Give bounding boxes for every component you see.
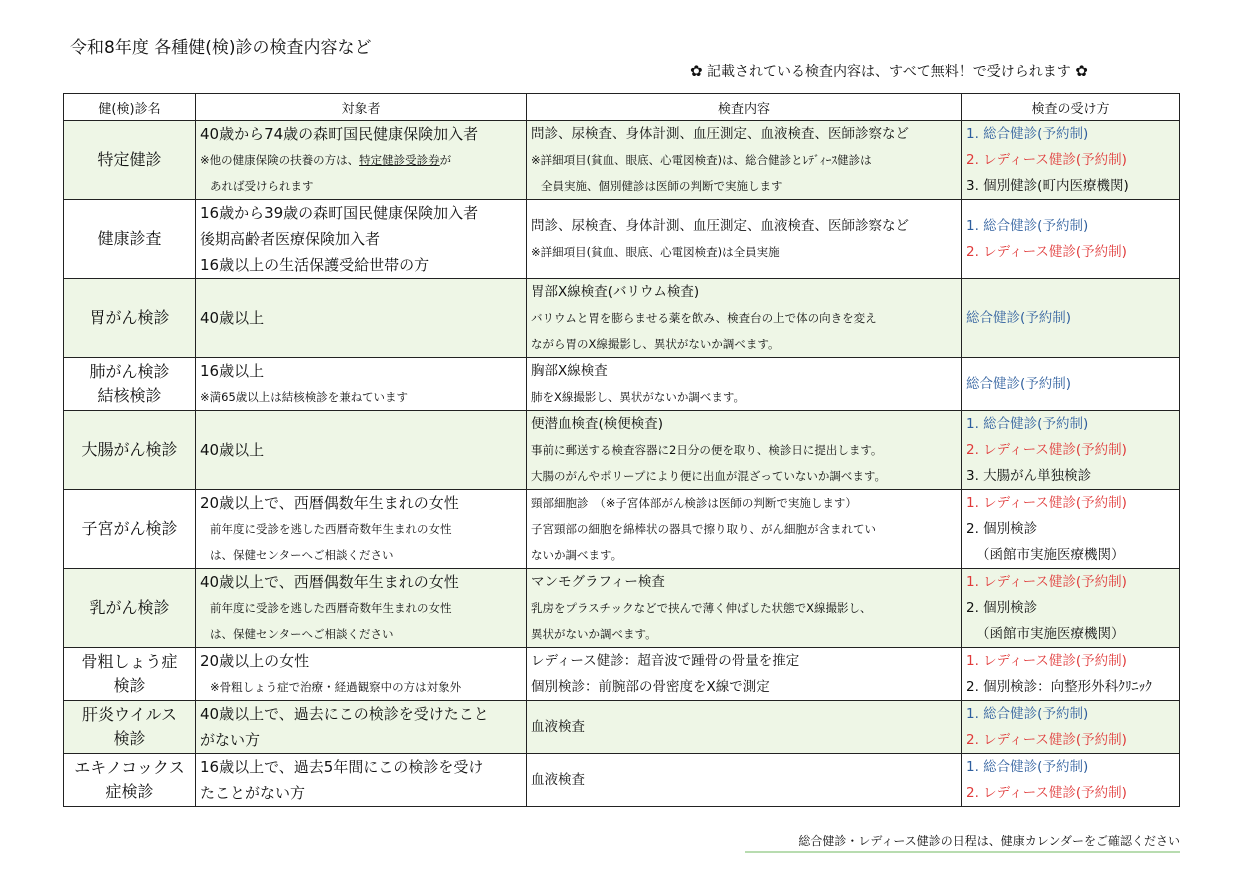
flower-icon: ✿ (690, 62, 703, 80)
exam-name-cell (64, 121, 196, 200)
target-cell (196, 358, 527, 411)
cell-line: ※満65歳以上は結核検診を兼ねています (200, 390, 408, 404)
cell-line: レディース健診：超音波で踵骨の骨量を推定 (531, 653, 800, 669)
cell-line: 前年度に受診を逃した西暦奇数年生まれの女性 (210, 601, 452, 615)
cell-line: マンモグラフィー検査 (531, 574, 665, 590)
cell-line: 40歳以上で、西暦偶数年生まれの女性 (200, 573, 459, 591)
cell-line: 2. 個別検診 (966, 521, 1038, 537)
exam-name: 健康診査 (97, 229, 162, 248)
exam-name-cell (64, 279, 196, 358)
cell-line: 2. レディース健診(予約制) (966, 244, 1127, 260)
content-cell (527, 411, 962, 490)
method-cell (962, 569, 1180, 648)
method-cell (962, 648, 1180, 701)
cell-line: 胃部X線検査(バリウム検査) (531, 284, 700, 300)
cell-line: 全員実施、個別健診は医師の判断で実施します (541, 179, 783, 193)
content-cell (527, 754, 962, 807)
target-cell (196, 279, 527, 358)
cell-line: 総合健診(予約制) (966, 376, 1072, 392)
cell-line: ないか調べます。 (531, 548, 623, 562)
method-cell (962, 411, 1180, 490)
exam-name: 胃がん検診 (89, 308, 170, 327)
content-cell (527, 701, 962, 754)
cell-line: 便潜血検査(検便検査) (531, 416, 664, 432)
cell-line: （函館市実施医療機関） (976, 626, 1125, 642)
cell-line: バリウムと胃を膨らませる薬を飲み、検査台の上で体の向きを変え (531, 311, 877, 325)
exam-name-cell (64, 754, 196, 807)
exam-name-cell (64, 200, 196, 279)
cell-line: 1. 総合健診(予約制) (966, 218, 1089, 234)
cell-line: 2. レディース健診(予約制) (966, 152, 1127, 168)
cell-line: ※詳細項目(貧血、眼底、心電図検査)は、総合健診とﾚﾃﾞｨｰｽ健診は (531, 153, 872, 167)
target-cell (196, 754, 527, 807)
cell-line: 問診、尿検査、身体計測、血圧測定、血液検査、医師診察など (531, 126, 909, 142)
method-cell (962, 490, 1180, 569)
content-cell (527, 358, 962, 411)
free-note-text: 記載されている検査内容は、すべて無料！で受けられます (707, 64, 1071, 80)
cell-line: 40歳以上 (200, 309, 265, 327)
header-exam-name: 健(検)診名 (64, 94, 196, 121)
method-cell (962, 701, 1180, 754)
cell-line: 1. 総合健診(予約制) (966, 759, 1089, 775)
table-row (64, 569, 1180, 648)
cell-line: 16歳以上で、過去5年間にこの検診を受け (200, 758, 484, 776)
cell-line: 総合健診(予約制) (966, 310, 1072, 326)
method-cell (962, 358, 1180, 411)
target-cell (196, 701, 527, 754)
exam-name: 結核検診 (97, 386, 162, 405)
cell-line: 後期高齢者医療保険加入者 (200, 230, 381, 248)
table-row (64, 754, 1180, 807)
content-cell (527, 648, 962, 701)
cell-text: ※他の健康保険の扶養の方は、 (200, 153, 360, 167)
cell-line: （函館市実施医療機関） (976, 547, 1125, 563)
table-row (64, 279, 1180, 358)
method-cell (962, 754, 1180, 807)
cell-line: は、保健センターへご相談ください (210, 548, 394, 562)
voucher-link-text: 特定健診受診券 (359, 153, 440, 167)
cell-line: がない方 (200, 731, 261, 749)
cell-line: 2. レディース健診(予約制) (966, 785, 1127, 801)
method-cell (962, 121, 1180, 200)
target-cell (196, 200, 527, 279)
table-row (64, 411, 1180, 490)
content-cell (527, 279, 962, 358)
cell-line: 子宮頸部の細胞を綿棒状の器具で擦り取り、がん細胞が含まれてい (531, 522, 876, 536)
exam-table (63, 93, 1180, 807)
cell-line: 問診、尿検査、身体計測、血圧測定、血液検査、医師診察など (531, 218, 909, 234)
cell-line: 乳房をプラスチックなどで挟んで薄く伸ばした状態でX線撮影し、 (531, 601, 872, 615)
exam-table-body (64, 121, 1180, 807)
cell-line: ながら胃のX線撮影し、異状がないか調べます。 (531, 337, 780, 351)
content-cell (527, 200, 962, 279)
cell-line: 1. レディース健診(予約制) (966, 653, 1127, 669)
exam-name: 子宮がん検診 (81, 519, 178, 538)
table-row (64, 200, 1180, 279)
cell-line: 異状がないか調べます。 (531, 627, 657, 641)
target-cell (196, 490, 527, 569)
footer-note: 総合健診・レディース健診の日程は、健康カレンダーをご確認ください (745, 832, 1180, 853)
exam-name-cell (64, 490, 196, 569)
cell-line: 個別検診：前腕部の骨密度をX線で測定 (531, 679, 770, 695)
cell-line: 40歳以上 (200, 441, 265, 459)
target-cell (196, 121, 527, 200)
cell-line (200, 147, 522, 173)
cell-line: 前年度に受診を逃した西暦奇数年生まれの女性 (210, 522, 452, 536)
header-method: 検査の受け方 (962, 94, 1180, 121)
cell-line: ※詳細項目(貧血、眼底、心電図検査)は全員実施 (531, 245, 780, 259)
cell-line: 2. 個別検診：向整形外科ｸﾘﾆｯｸ (966, 679, 1152, 695)
cell-line: 頸部細胞診 （※子宮体部がん検診は医師の判断で実施します） (531, 496, 857, 510)
target-cell (196, 648, 527, 701)
cell-line: 1. 総合健診(予約制) (966, 126, 1089, 142)
exam-name-cell (64, 701, 196, 754)
cell-line: あれば受けられます (210, 179, 314, 193)
target-cell (196, 411, 527, 490)
content-cell (527, 121, 962, 200)
flower-icon: ✿ (1075, 62, 1088, 80)
exam-name: 症検診 (105, 782, 154, 801)
content-cell (527, 569, 962, 648)
cell-line: 1. 総合健診(予約制) (966, 416, 1089, 432)
exam-name: 骨粗しょう症 (81, 652, 178, 671)
cell-text: が (439, 153, 452, 167)
cell-line: 1. レディース健診(予約制) (966, 495, 1127, 511)
cell-line: 3. 大腸がん単独検診 (966, 468, 1092, 484)
cell-line: ※骨粗しょう症で治療・経過観察中の方は対象外 (210, 680, 462, 694)
header-content: 検査内容 (527, 94, 962, 121)
cell-line: は、保健センターへご相談ください (210, 627, 394, 641)
exam-name: 特定健診 (97, 150, 162, 169)
exam-name-cell (64, 358, 196, 411)
exam-name: 検診 (113, 676, 146, 695)
header-target: 対象者 (196, 94, 527, 121)
exam-name: 大腸がん検診 (81, 440, 178, 459)
table-header-row (64, 94, 1180, 121)
exam-name-cell (64, 648, 196, 701)
cell-line: 16歳以上の生活保護受給世帯の方 (200, 256, 430, 274)
exam-name: 乳がん検診 (89, 598, 170, 617)
table-row (64, 490, 1180, 569)
cell-line: 40歳以上で、過去にこの検診を受けたこと (200, 705, 489, 723)
target-cell (196, 569, 527, 648)
cell-line: 血液検査 (531, 772, 585, 788)
content-cell (527, 490, 962, 569)
exam-name: エキノコックス (74, 758, 185, 777)
cell-line: 肺をX線撮影し、異状がないか調べます。 (531, 390, 745, 404)
cell-line: 3. 個別健診(町内医療機関) (966, 178, 1129, 194)
cell-line: 胸部X線検査 (531, 363, 608, 379)
cell-line: 2. レディース健診(予約制) (966, 442, 1127, 458)
cell-line: 20歳以上で、西暦偶数年生まれの女性 (200, 494, 459, 512)
exam-name: 肺がん検診 (89, 362, 170, 381)
cell-line: 1. レディース健診(予約制) (966, 574, 1127, 590)
cell-line: 事前に郵送する検査容器に2日分の便を取り、検診日に提出します。 (531, 443, 883, 457)
cell-line: 16歳から39歳の森町国民健康保険加入者 (200, 204, 479, 222)
method-cell (962, 200, 1180, 279)
exam-name: 肝炎ウイルス (81, 705, 178, 724)
exam-name-cell (64, 569, 196, 648)
exam-name-cell (64, 411, 196, 490)
exam-name: 検診 (113, 729, 146, 748)
free-exam-note (690, 61, 1088, 81)
table-row (64, 121, 1180, 200)
cell-line: 20歳以上の女性 (200, 652, 310, 670)
cell-line: 2. 個別検診 (966, 600, 1038, 616)
table-row (64, 648, 1180, 701)
cell-line: 大腸のがんやポリープにより便に出血が混ざっていないか調べます。 (531, 469, 887, 483)
cell-line: 血液検査 (531, 719, 585, 735)
cell-line: 40歳から74歳の森町国民健康保険加入者 (200, 125, 479, 143)
cell-line: 16歳以上 (200, 362, 265, 380)
method-cell (962, 279, 1180, 358)
page-title: 令和8年度 各種健(検)診の検査内容など (70, 38, 372, 58)
table-row (64, 701, 1180, 754)
cell-line: 1. 総合健診(予約制) (966, 706, 1089, 722)
cell-line: たことがない方 (200, 784, 306, 802)
table-row (64, 358, 1180, 411)
cell-line: 2. レディース健診(予約制) (966, 732, 1127, 748)
